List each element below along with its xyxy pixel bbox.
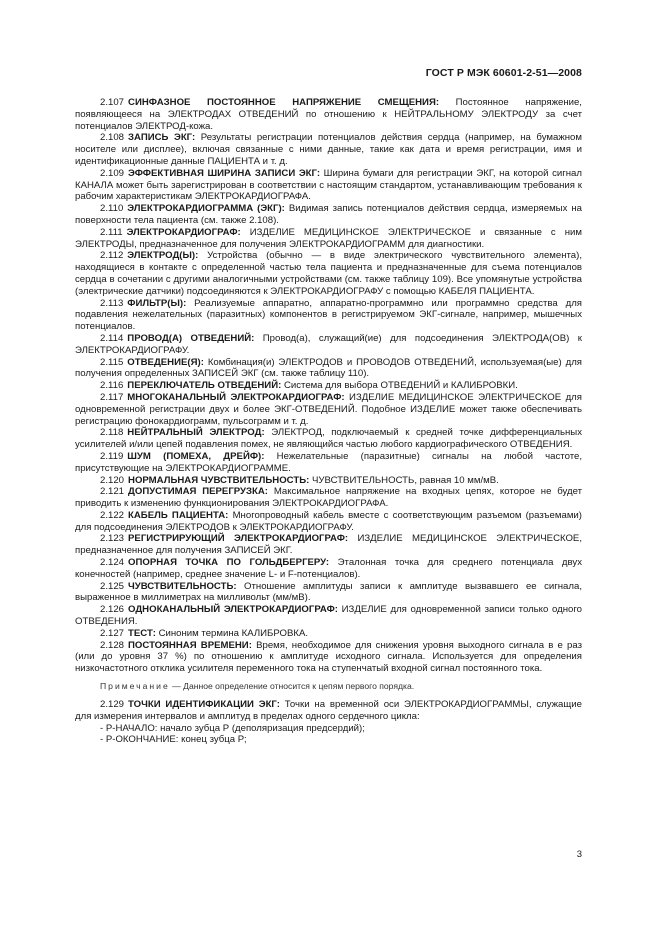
definition-text: Реализуемые аппаратно, аппаратно-программно или программно средства для подавления нежелательных (паразитных) компонентов в регистрируемом ЭКГ-сигнале, например, мышечных потенциалов. xyxy=(75,297,582,333)
clause-number: 2.116 xyxy=(100,380,124,392)
defined-term: ЭЛЕКТРОД(Ы): xyxy=(127,250,199,262)
clause-number: 2.129 xyxy=(100,699,125,711)
defined-term: КАБЕЛЬ ПАЦИЕНТА: xyxy=(128,509,229,521)
definition-paragraph xyxy=(75,475,582,487)
definition-paragraph xyxy=(75,333,582,357)
clause-number: 2.122 xyxy=(100,509,125,521)
definition-text: Отношение амплитуды записи к амплитуде вызвавшего ее сигнала, выраженное в миллиметрах на милливольт (мм/мВ). xyxy=(75,580,582,604)
defined-term: ОПОРНАЯ ТОЧКА ПО ГОЛЬДБЕРГЕРУ: xyxy=(128,557,330,569)
clause-number: 2.111 xyxy=(100,226,123,238)
defined-term: ЗАПИСЬ ЭКГ: xyxy=(128,132,196,144)
definition-paragraph xyxy=(75,250,582,297)
defined-term: ПЕРЕКЛЮЧАТЕЛЬ ОТВЕДЕНИЙ: xyxy=(127,380,282,392)
page-number: 3 xyxy=(576,849,582,860)
defined-term: РЕГИСТРИРУЮЩИЙ ЭЛЕКТРОКАРДИОГРАФ: xyxy=(128,533,349,545)
definition-text: Нежелательные (паразитные) сигналы на любой частоте, присутствующие на ЭЛЕКТРОКАРДИОГРАММЕ. xyxy=(75,450,582,474)
clause-number: 2.127 xyxy=(100,627,125,639)
defined-term: ЭФФЕКТИВНАЯ ШИРИНА ЗАПИСИ ЭКГ: xyxy=(128,167,321,179)
definition-text: Система для выбора ОТВЕДЕНИЙ и КАЛИБРОВКИ. xyxy=(283,380,518,392)
definition-text: ИЗДЕЛИЕ МЕДИЦИНСКОЕ ЭЛЕКТРИЧЕСКОЕ и связанные с ним ЭЛЕКТРОДЫ, предназначенное для получения ЭЛЕКТРОКАРДИОГРАММ для диагностики. xyxy=(75,226,582,250)
definition-paragraph xyxy=(75,486,582,510)
list-item: - Р-ОКОНЧАНИЕ: конец зубца Р; xyxy=(100,734,247,746)
clause-number: 2.107 xyxy=(100,97,125,108)
definition-paragraph xyxy=(75,533,582,557)
defined-term: ЭЛЕКТРОКАРДИОГРАФ: xyxy=(126,226,241,238)
defined-term: ЭЛЕКТРОКАРДИОГРАММА (ЭКГ): xyxy=(127,203,285,215)
definition-text: Результаты регистрации потенциалов действия сердца (например, на бумажном носителе или дисплее), включая связанные с ними данные, такие как дата и время регистрации, имя и идентификационные данные ПАЦИЕНТА и т. д. xyxy=(75,132,582,167)
definition-text: ЧУВСТВИТЕЛЬНОСТЬ, равная 10 мм/мВ. xyxy=(312,474,499,486)
defined-term: ТЕСТ: xyxy=(128,627,156,639)
definition-text: ИЗДЕЛИЕ МЕДИЦИНСКОЕ ЭЛЕКТРИЧЕСКОЕ, предназначенное для получения ЗАПИСЕЙ ЭКГ. xyxy=(75,533,582,557)
defined-term: ФИЛЬТР(Ы): xyxy=(127,297,187,309)
defined-term: ОДНОКАНАЛЬНЫЙ ЭЛЕКТРОКАРДИОГРАФ: xyxy=(128,604,338,616)
definition-paragraph xyxy=(75,298,582,333)
clause-number: 2.109 xyxy=(100,167,125,179)
definitions-list xyxy=(75,97,582,675)
clause-number: 2.110 xyxy=(100,203,124,215)
clause-number: 2.124 xyxy=(100,557,125,569)
definition-text: Многопроводный кабель вместе с соответствующим разъемом (разъемами) для подсоединения ЭЛЕКТРОДОВ к ЭЛЕКТРОКАРДИОГРАФУ. xyxy=(75,509,582,533)
definition-paragraph xyxy=(75,451,582,475)
clause-number: 2.121 xyxy=(100,486,125,498)
clause-number: 2.120 xyxy=(100,474,125,486)
defined-term: НЕЙТРАЛЬНЫЙ ЭЛЕКТРОД: xyxy=(127,427,265,439)
clause-number: 2.118 xyxy=(100,427,124,439)
definition-text: Комбинация(и) ЭЛЕКТРОДОВ и ПРОВОДОВ ОТВЕДЕНИЙ, используемая(ые) для получения определенных ЗАПИСЕЙ ЭКГ (см. также таблицу 110). xyxy=(75,356,583,380)
defined-term: ПОСТОЯННАЯ ВРЕМЕНИ: xyxy=(128,639,252,651)
definition-text: Видимая запись потенциалов действия сердца, измеряемых на поверхности тела пациента (см. также 2.108). xyxy=(75,203,582,226)
definition-paragraph xyxy=(75,132,582,167)
definition-paragraph xyxy=(75,557,582,581)
definition-paragraph xyxy=(75,581,582,605)
definition-text: Максимальное напряжение на входных цепях, которое не будет приводить к изменению функционирования ЭЛЕКТРОКАРДИОГРАФА. xyxy=(75,486,582,510)
clause-number: 2.128 xyxy=(100,639,125,651)
definition-text: ИЗДЕЛИЕ МЕДИЦИНСКОЕ ЭЛЕКТРИЧЕСКОЕ для одновременной регистрации двух и более ЭКГ-ОТВЕДЕНИЙ. Подобное ИЗДЕЛИЕ может также обеспечивать регистрацию фонокардиограмм, пульсограмм и т. д. xyxy=(75,391,582,427)
clause-number: 2.108 xyxy=(100,132,125,144)
definition-text: Провод(а), служащий(ие) для подсоединения ЭЛЕКТРОДА(ОВ) к ЭЛЕКТРОКАРДИОГРАФУ. xyxy=(75,332,582,356)
definition-paragraph xyxy=(75,427,582,451)
definition-text: Синоним термина КАЛИБРОВКА. xyxy=(158,627,309,639)
clause-number: 2.112 xyxy=(100,250,124,262)
clause-number: 2.123 xyxy=(100,533,125,545)
defined-term: ЧУВСТВИТЕЛЬНОСТЬ: xyxy=(128,580,237,592)
definition-paragraph xyxy=(75,380,582,392)
defined-term: ПРОВОД(А) ОТВЕДЕНИЙ: xyxy=(127,332,255,344)
definition-text: Точки на временной оси ЭЛЕКТРОКАРДИОГРАММЫ, служащие для измерения интервалов и амплитуд в пределах одного сердечного цикла: xyxy=(75,699,582,722)
defined-term: ОТВЕДЕНИЕ(Я): xyxy=(127,356,204,368)
defined-term: СИНФАЗНОЕ ПОСТОЯННОЕ НАПРЯЖЕНИЕ СМЕЩЕНИЯ: xyxy=(128,97,440,108)
definition-text: Постоянное напряжение, появляющееся на ЭЛЕКТРОДАХ ОТВЕДЕНИЙ по отношению к НЕЙТРАЛЬНОМУ ЭЛЕКТРОДУ за счет потенциалов ЭЛЕКТРОД-кожа. xyxy=(75,97,582,132)
definition-paragraph xyxy=(75,392,582,427)
defined-term: ШУМ (ПОМЕХА, ДРЕЙФ): xyxy=(127,450,265,462)
definition-paragraph xyxy=(75,357,582,381)
definition-paragraph xyxy=(75,604,582,628)
clause-number: 2.126 xyxy=(100,604,125,616)
clause-number: 2.114 xyxy=(100,332,124,344)
definition-text: Эталонная точка для среднего потенциала двух конечностей (например, среднее значение L- и F-потенциалов). xyxy=(75,557,583,580)
definition-paragraph xyxy=(75,640,582,675)
definition-paragraph xyxy=(75,699,582,723)
definition-text: Устройства (обычно — в виде электрического чувствительного элемента), находящиеся в контакте с определенной частью тела пациента и предназначенные для съема потенциалов сердца в сочетании с другими аналогичными устройствами (см. также таблицу 109). Все упомянутые устройства (электрические датчики) подсоединяются к ЭЛЕКТРОКАРДИОГРАФУ с помощью КАБЕЛЯ ПАЦИЕНТА. xyxy=(75,250,582,297)
list-item: - Р-НАЧАЛО: начало зубца Р (деполяризация предсердий); xyxy=(100,722,365,734)
clause-number: 2.113 xyxy=(100,297,124,309)
document-body xyxy=(75,97,582,746)
note-text: — Данное определение относится к цепям первого порядка. xyxy=(172,681,415,692)
definition-paragraph xyxy=(75,227,582,251)
defined-term: ТОЧКИ ИДЕНТИФИКАЦИИ ЭКГ: xyxy=(128,699,280,711)
definition-paragraph xyxy=(75,203,582,227)
definition-text: ИЗДЕЛИЕ для одновременной записи только одного ОТВЕДЕНИЯ. xyxy=(75,604,582,628)
defined-term: ДОПУСТИМАЯ ПЕРЕГРУЗКА: xyxy=(128,486,268,498)
definition-paragraph xyxy=(75,97,582,132)
defined-term: МНОГОКАНАЛЬНЫЙ ЭЛЕКТРОКАРДИОГРАФ: xyxy=(127,391,345,403)
definition-text: ЭЛЕКТРОД, подключаемый к средней точке дифференциальных усилителей и/или цепей подавления помех, не являющийся частью любого кардиографического ОТВЕДЕНИЯ. xyxy=(75,427,582,451)
definition-text: Ширина бумаги для регистрации ЭКГ, на которой сигнал КАНАЛА может быть зарегистрирован в соответствии с настоящим стандартом, устанавливающим требования к рабочим характеристикам ЭЛЕКТРОКАРДИОГРАФА. xyxy=(75,167,582,203)
clause-number: 2.125 xyxy=(100,580,125,592)
clause-number: 2.117 xyxy=(100,391,124,403)
defined-term: НОРМАЛЬНАЯ ЧУВСТВИТЕЛЬНОСТЬ: xyxy=(128,474,310,486)
note-label: Примечание xyxy=(100,681,170,692)
clause-number: 2.119 xyxy=(100,450,124,462)
definition-paragraph xyxy=(75,628,582,640)
bullet-list xyxy=(75,723,582,747)
note xyxy=(75,681,582,692)
definition-paragraph xyxy=(75,168,582,203)
document-header: ГОСТ Р МЭК 60601-2-51—2008 xyxy=(425,67,582,79)
clause-number: 2.115 xyxy=(100,356,124,368)
definition-text: Время, необходимое для снижения уровня выходного сигнала в e раз (или до уровня 37 %) по отношению к амплитуде исходного сигнала. Используется для определения низкочастотного отклика усилителя переменного тока на ступенчатый входной сигнал постоянного тока. xyxy=(75,639,582,675)
definition-paragraph xyxy=(75,510,582,534)
